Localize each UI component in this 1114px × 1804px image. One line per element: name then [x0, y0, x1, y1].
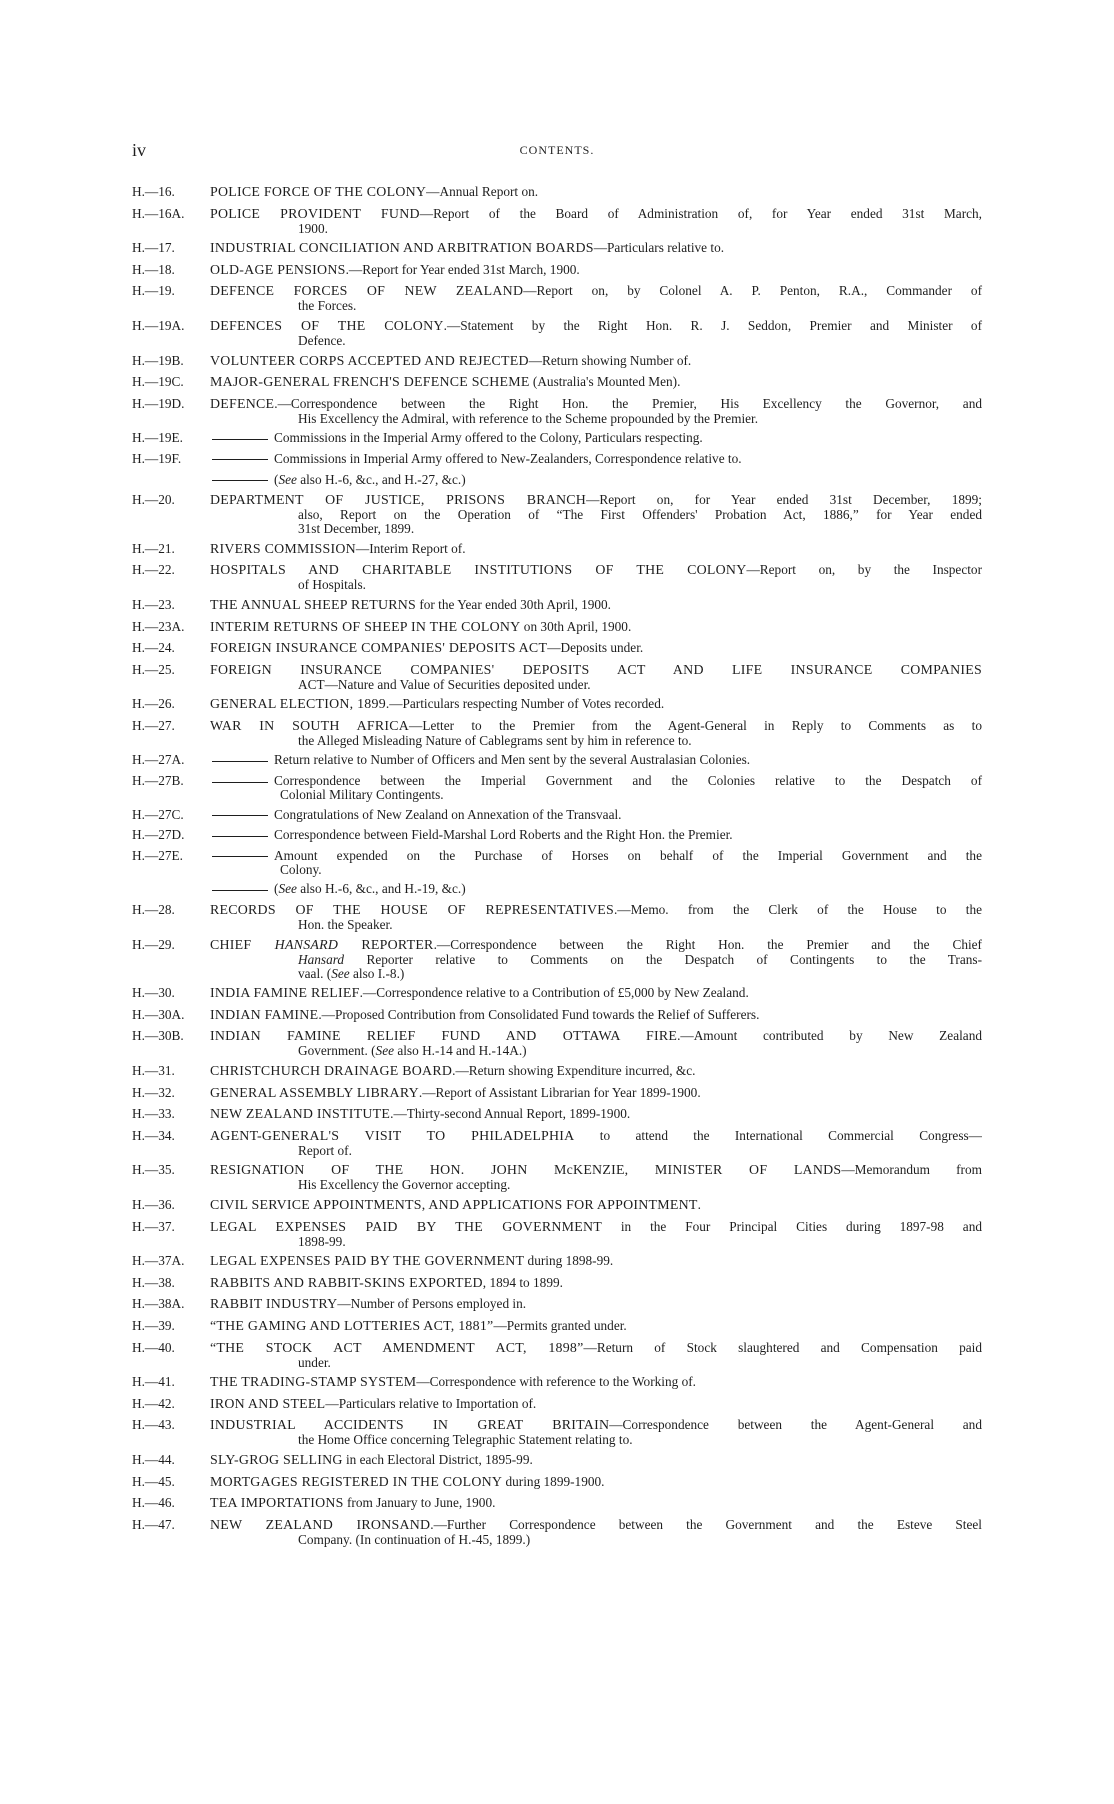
paper-number: H.—46.	[132, 1495, 175, 1511]
contents-entry	[132, 397, 982, 426]
entry-description: —Memorandum from	[841, 1162, 982, 1178]
page-header	[132, 140, 982, 164]
entry-subject: AGENT-GENERAL'S VISIT TO PHILADELPHIA	[210, 1128, 575, 1144]
entry-description: Congratulations of New Zealand on Annexation of the Transvaal.	[274, 806, 622, 822]
contents-entry	[132, 986, 982, 1001]
contents-entry	[132, 542, 982, 557]
entry-subject: INDIAN FAMINE	[210, 1007, 319, 1023]
ditto-rule	[212, 480, 268, 481]
see-also-note: (See also H.-6, &c., and H.-19, &c.)	[132, 882, 982, 896]
paper-number: H.—26.	[132, 696, 175, 712]
entry-continuation: Government. (See also H.-14 and H.-14A.)	[298, 1043, 527, 1059]
entry-subject: MAJOR-GENERAL FRENCH'S DEFENCE SCHEME	[210, 375, 530, 391]
paper-number: H.—45.	[132, 1473, 175, 1489]
entry-subject: POLICE FORCE OF THE COLONY	[210, 185, 427, 200]
contents-entry	[132, 185, 982, 200]
entry-description: —Particulars relative to Importation of.	[325, 1395, 537, 1411]
entry-continuation: 1900.	[298, 220, 328, 236]
entry-description: .—Report of Assistant Librarian for Year 1899-1900.	[418, 1084, 701, 1100]
entry-subject: VOLUNTEER CORPS ACCEPTED AND REJECTED	[210, 353, 529, 369]
paper-number: H.—27E.	[132, 847, 183, 863]
entry-description: .	[697, 1196, 701, 1212]
entry-description: —Report on, by Colonel A. P. Penton, R.A., Commander of	[523, 283, 982, 299]
entry-description: .—Correspondence relative to a Contribution of £5,000 by New Zealand.	[359, 985, 749, 1001]
see-word: See	[278, 881, 297, 897]
entry-continuation: the Forces.	[298, 298, 357, 314]
paper-number: H.—28.	[132, 902, 175, 918]
entry-description: on 30th April, 1900.	[520, 618, 632, 634]
entry-subject: HOSPITALS AND CHARITABLE INSTITUTIONS OF THE COLONY	[210, 563, 747, 579]
contents-entry	[132, 1297, 982, 1312]
entry-subject: INDIAN FAMINE RELIEF FUND AND OTTAWA FIRE	[210, 1029, 678, 1045]
ditto-rule	[212, 815, 268, 816]
paper-number: H.—27B.	[132, 773, 184, 789]
paper-number: H.—20.	[132, 492, 175, 508]
contents-entry	[132, 263, 982, 278]
entry-description: .—Memo. from the Clerk of the House to the	[613, 902, 982, 918]
see-also-text: also H.-6, &c., and H.-27, &c.)	[296, 471, 466, 487]
entry-description: —Deposits under.	[547, 640, 644, 656]
ditto-rule	[212, 836, 268, 837]
contents-entry	[132, 719, 982, 748]
entry-subject: DEFENCES OF THE COLONY	[210, 318, 444, 334]
entry-subject: THE TRADING-STAMP SYSTEM	[210, 1375, 417, 1391]
paper-number: H.—30A.	[132, 1006, 185, 1022]
paper-number: H.—19C.	[132, 374, 184, 390]
entry-subject: DEFENCE FORCES OF NEW ZEALAND	[210, 284, 524, 300]
entry-description: .—Amount contributed by New Zealand	[677, 1028, 982, 1044]
entry-subject: RABBIT INDUSTRY	[210, 1297, 338, 1313]
entry-subject: “THE GAMING AND LOTTERIES ACT, 1881”	[210, 1318, 494, 1334]
ditto-rule	[212, 856, 268, 857]
contents-entry	[132, 1129, 982, 1158]
contents-entry	[132, 1341, 982, 1370]
contents-entry	[132, 563, 982, 592]
contents-entry	[132, 1319, 982, 1334]
entry-continuation: the Alleged Misleading Nature of Cablegrams sent by him in reference to.	[298, 732, 692, 748]
entry-description: —Correspondence with reference to the Working of.	[416, 1374, 696, 1390]
paper-number: H.—29.	[132, 936, 175, 952]
entry-continuation: Colony.	[280, 861, 322, 877]
paper-number: H.—43.	[132, 1417, 175, 1433]
contents-entry	[132, 697, 982, 712]
entry-description: —Number of Persons employed in.	[337, 1296, 527, 1312]
contents-entry	[132, 753, 982, 767]
entry-continuation: of Hospitals.	[298, 577, 366, 593]
entry-subject: THE ANNUAL SHEEP RETURNS	[210, 597, 417, 613]
entry-description: —Permits granted under.	[493, 1317, 627, 1333]
paper-number: H.—31.	[132, 1063, 175, 1078]
contents-entry	[132, 1375, 982, 1390]
entry-continuation: His Excellency the Governor accepting.	[298, 1177, 511, 1193]
entry-description: —Interim Report of.	[355, 540, 466, 556]
paper-number: H.—16.	[132, 184, 175, 199]
entry-description: .—Proposed Contribution from Consolidated Fund towards the Relief of Sufferers.	[318, 1006, 760, 1022]
entry-subject: INTERIM RETURNS OF SHEEP IN THE COLONY	[210, 619, 521, 635]
entry-continuation: Hon. the Speaker.	[298, 917, 393, 933]
entry-description: during 1899-1900.	[502, 1473, 605, 1489]
entry-description: —Report of the Board of Administration of, for Year ended 31st March,	[419, 205, 982, 221]
contents-entry	[132, 663, 982, 692]
paper-number: H.—19D.	[132, 395, 185, 411]
contents-entry	[132, 493, 982, 536]
entry-continuation: His Excellency the Admiral, with reference to the Scheme propounded by the Premier.	[298, 410, 759, 426]
ditto-rule	[212, 459, 268, 460]
paper-number: H.—37.	[132, 1218, 175, 1234]
paper-number: H.—25.	[132, 661, 175, 677]
entry-description: to attend the International Commercial Congress—	[574, 1127, 982, 1143]
contents-entry	[132, 354, 982, 369]
contents-entry	[132, 641, 982, 656]
contents-entry	[132, 938, 982, 981]
contents-entry	[132, 1163, 982, 1192]
paper-number: H.—27A.	[132, 752, 185, 768]
entry-continuation: Report of.	[298, 1142, 352, 1158]
see-also-text: also H.-6, &c., and H.-19, &c.)	[296, 881, 466, 897]
entry-subject: TEA IMPORTATIONS	[210, 1496, 344, 1512]
entry-description: Commissions in Imperial Army offered to New-Zealanders, Correspondence relative to.	[274, 450, 742, 466]
entry-description: .—Particulars respecting Number of Votes recorded.	[385, 696, 665, 712]
paper-number: H.—19.	[132, 283, 175, 299]
contents-entry	[132, 1518, 982, 1547]
paper-number: H.—41.	[132, 1374, 175, 1390]
ditto-rule	[212, 761, 268, 762]
paper-number: H.—19F.	[132, 450, 182, 466]
entry-description: .—Thirty-second Annual Report, 1899-1900.	[390, 1106, 631, 1122]
entry-subject: RIVERS COMMISSION	[210, 541, 356, 557]
contents-entry	[132, 1086, 982, 1101]
contents-entry	[132, 1276, 982, 1291]
entry-description: .—Correspondence between the Right Hon. the Premier and the Chief	[433, 936, 982, 952]
contents-entry	[132, 1418, 982, 1447]
entry-subject: CHRISTCHURCH DRAINAGE BOARD	[210, 1064, 453, 1079]
paper-number: H.—44.	[132, 1451, 175, 1467]
contents-entry	[132, 1475, 982, 1490]
see-word: See	[278, 471, 297, 487]
paper-number: H.—30.	[132, 985, 175, 1001]
paper-number: H.—18.	[132, 261, 175, 277]
entry-continuation: also, Report on the Operation of “The First Offenders' Probation Act, 1886,” for Year ended	[298, 507, 982, 523]
entry-continuation: Hansard Reporter relative to Comments on the Despatch of Contingents to the Trans-	[298, 951, 982, 967]
paper-number: H.—38A.	[132, 1296, 185, 1312]
entry-description: .—Correspondence between the Right Hon. the Premier, His Excellency the Governor, and	[274, 395, 982, 411]
contents-entry	[132, 828, 982, 842]
paper-number: H.—19B.	[132, 352, 184, 368]
entry-description: (Australia's Mounted Men).	[529, 374, 681, 390]
see-also-note: (See also H.-6, &c., and H.-27, &c.)	[132, 473, 982, 487]
entry-description: during 1898-99.	[524, 1253, 614, 1269]
contents-entry	[132, 849, 982, 877]
contents-entry	[132, 1496, 982, 1511]
entry-subject: CHIEF HANSARD REPORTER	[210, 937, 434, 953]
paper-number: H.—38.	[132, 1274, 175, 1290]
contents-entry	[132, 1029, 982, 1058]
entry-subject: NEW ZEALAND INSTITUTE	[210, 1107, 391, 1123]
entry-continuation: 31st December, 1899.	[298, 521, 415, 537]
entry-description: —Annual Report on.	[426, 184, 539, 199]
paper-number: H.—23A.	[132, 618, 185, 634]
entry-description: .—Return showing Expenditure incurred, &c.	[452, 1063, 696, 1078]
paper-number: H.—27C.	[132, 806, 184, 822]
paper-number: H.—16A.	[132, 205, 185, 221]
entry-description: —Particulars relative to.	[593, 240, 725, 256]
entry-subject: GENERAL ASSEMBLY LIBRARY	[210, 1085, 419, 1101]
entry-subject: FOREIGN INSURANCE COMPANIES' DEPOSITS ACT AND LIFE INSURANCE COMPANIES	[210, 662, 982, 678]
running-title: CONTENTS.	[519, 143, 595, 157]
ditto-rule	[212, 439, 268, 440]
entry-subject: RESIGNATION OF THE HON. JOHN McKENZIE, MINISTER OF LANDS	[210, 1163, 842, 1179]
entry-description: Correspondence between Field-Marshal Lord Roberts and the Right Hon. the Premier.	[274, 827, 733, 843]
contents-entry	[132, 1008, 982, 1023]
entry-continuation: under.	[298, 1354, 331, 1370]
paper-number: H.—30B.	[132, 1028, 184, 1044]
entry-description: —Correspondence between the Agent-General and	[609, 1417, 982, 1433]
contents-entry	[132, 1254, 982, 1269]
entry-description: Correspondence between the Imperial Government and the Colonies relative to the Despatch of	[274, 773, 982, 789]
entry-subject: “THE STOCK ACT AMENDMENT ACT, 1898”	[210, 1340, 584, 1356]
entry-subject: OLD-AGE PENSIONS	[210, 262, 346, 278]
paper-number: H.—27.	[132, 717, 175, 733]
contents-entry	[132, 808, 982, 822]
paper-number: H.—40.	[132, 1339, 175, 1355]
page-number: iv	[132, 140, 147, 160]
contents-entry	[132, 1397, 982, 1412]
paper-number: H.—39.	[132, 1317, 175, 1333]
entry-description: —Report on, by the Inspector	[746, 562, 983, 578]
entry-subject: CIVIL SERVICE APPOINTMENTS, AND APPLICATIONS FOR APPOINTMENT	[210, 1197, 698, 1213]
entry-continuation: Defence.	[298, 332, 346, 348]
entry-description: from January to June, 1900.	[343, 1495, 496, 1511]
entry-continuation: 1898-99.	[298, 1233, 346, 1249]
entry-continuation: ACT—Nature and Value of Securities deposited under.	[298, 676, 591, 692]
paper-number: H.—19E.	[132, 430, 183, 446]
contents-entry	[132, 1453, 982, 1468]
contents-entry	[132, 431, 982, 445]
entry-continuation: vaal. (See also I.-8.)	[298, 965, 405, 981]
paper-number: H.—36.	[132, 1196, 175, 1212]
paper-number: H.—19A.	[132, 317, 185, 333]
paper-number: H.—23.	[132, 596, 175, 612]
ditto-rule	[212, 782, 268, 783]
paper-number: H.—37A.	[132, 1253, 185, 1269]
ditto-rule	[212, 890, 268, 891]
contents-entry	[132, 452, 982, 466]
contents-entry	[132, 1064, 982, 1079]
entry-description: Return relative to Number of Officers and Men sent by the several Australasian Colonies.	[274, 752, 751, 768]
entry-subject: INDUSTRIAL CONCILIATION AND ARBITRATION BOARDS	[210, 241, 594, 257]
paper-number: H.—22.	[132, 562, 175, 578]
entry-subject: FOREIGN INSURANCE COMPANIES' DEPOSITS ACT	[210, 641, 548, 657]
contents-entry	[132, 284, 982, 313]
entry-subject: IRON AND STEEL	[210, 1396, 326, 1412]
entry-subject: LEGAL EXPENSES PAID BY THE GOVERNMENT	[210, 1219, 602, 1235]
entry-subject: DEPARTMENT OF JUSTICE, PRISONS BRANCH	[210, 493, 587, 509]
contents-list	[132, 185, 982, 1552]
entry-subject: WAR IN SOUTH AFRICA	[210, 718, 410, 734]
entry-subject: DEFENCE	[210, 396, 275, 412]
entry-subject: RECORDS OF THE HOUSE OF REPRESENTATIVES	[210, 903, 614, 919]
entry-description: —Letter to the Premier from the Agent-General in Reply to Comments as to	[409, 717, 982, 733]
entry-description: —Return of Stock slaughtered and Compensation paid	[583, 1339, 983, 1355]
entry-subject: MORTGAGES REGISTERED IN THE COLONY	[210, 1474, 503, 1490]
contents-entry	[132, 1107, 982, 1122]
entry-subject: INDIA FAMINE RELIEF	[210, 986, 360, 1002]
paper-number: H.—27D.	[132, 827, 185, 843]
paper-number: H.—42.	[132, 1395, 175, 1411]
contents-entry	[132, 598, 982, 613]
entry-description: Amount expended on the Purchase of Horses on behalf of the Imperial Government and the	[274, 847, 982, 863]
entry-subject: INDUSTRIAL ACCIDENTS IN GREAT BRITAIN	[210, 1418, 610, 1434]
entry-description: .—Report for Year ended 31st March, 1900.	[345, 261, 580, 277]
entry-subject: POLICE PROVIDENT FUND	[210, 206, 420, 222]
entry-continuation: the Home Office concerning Telegraphic Statement relating to.	[298, 1432, 633, 1448]
contents-entry	[132, 207, 982, 236]
contents-entry	[132, 319, 982, 348]
entry-description: Commissions in the Imperial Army offered to the Colony, Particulars respecting.	[274, 430, 703, 446]
entry-subject: NEW ZEALAND IRONSAND	[210, 1517, 431, 1533]
entry-description: , 1894 to 1899.	[482, 1274, 563, 1290]
paper-number: H.—32.	[132, 1084, 175, 1100]
paper-number: H.—34.	[132, 1127, 175, 1143]
entry-description: in each Electoral District, 1895-99.	[342, 1451, 533, 1467]
contents-entry	[132, 620, 982, 635]
paper-number: H.—33.	[132, 1106, 175, 1122]
contents-entry	[132, 903, 982, 932]
entry-description: —Report on, for Year ended 31st December, 1899;	[586, 492, 982, 508]
entry-subject: LEGAL EXPENSES PAID BY THE GOVERNMENT	[210, 1254, 525, 1270]
entry-description: .—Statement by the Right Hon. R. J. Seddon, Premier and Minister of	[443, 317, 982, 333]
contents-entry	[132, 375, 982, 390]
entry-subject: SLY-GROG SELLING	[210, 1452, 343, 1468]
contents-entry	[132, 1220, 982, 1249]
entry-description: —Return showing Number of.	[528, 352, 692, 368]
paper-number: H.—17.	[132, 240, 175, 256]
entry-subject: GENERAL ELECTION, 1899	[210, 697, 386, 713]
entry-continuation: Colonial Military Contingents.	[280, 787, 444, 803]
paper-number: H.—47.	[132, 1516, 175, 1532]
contents-entry	[132, 774, 982, 802]
entry-description: .—Further Correspondence between the Government and the Esteve Steel	[430, 1516, 982, 1532]
entry-subject: RABBITS AND RABBIT-SKINS EXPORTED	[210, 1275, 483, 1291]
paper-number: H.—21.	[132, 540, 175, 556]
entry-description: for the Year ended 30th April, 1900.	[416, 596, 612, 612]
paper-number: H.—24.	[132, 640, 175, 656]
entry-continuation: Company. (In continuation of H.-45, 1899.)	[298, 1531, 531, 1547]
contents-entry	[132, 241, 982, 256]
paper-number: H.—35.	[132, 1162, 175, 1178]
entry-description: in the Four Principal Cities during 1897-98 and	[601, 1218, 982, 1234]
contents-entry	[132, 1198, 982, 1213]
